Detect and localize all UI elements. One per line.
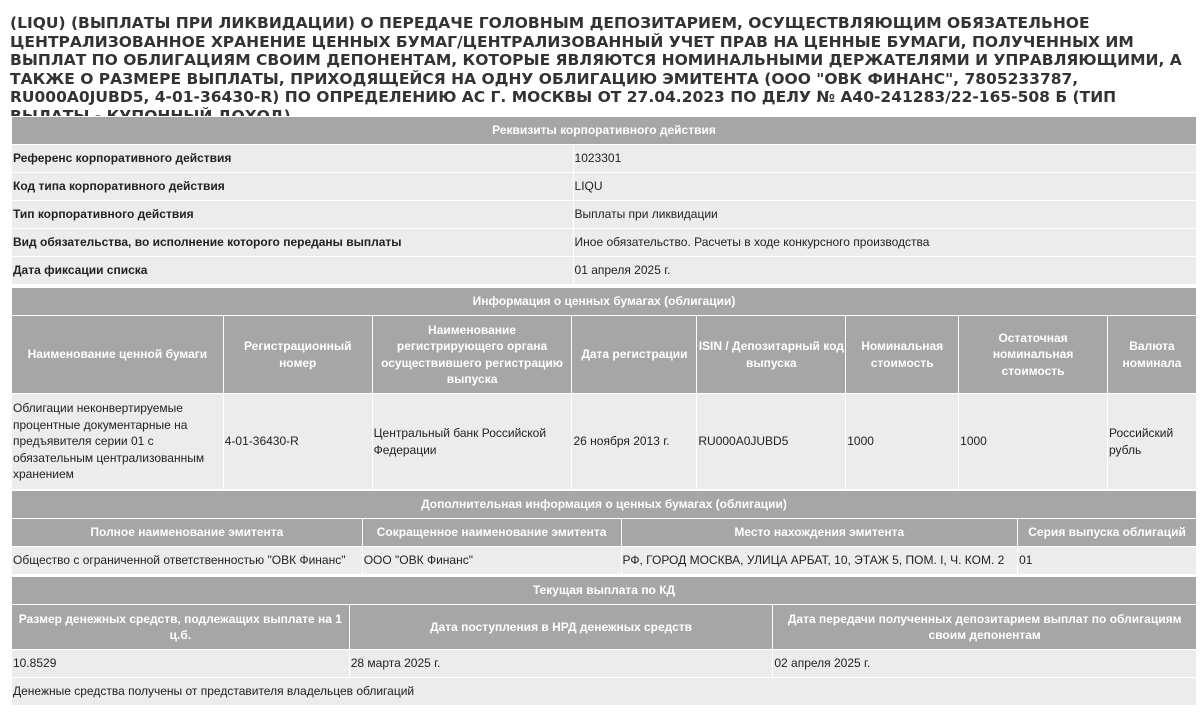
section-header-payment: Текущая выплата по КД (12, 577, 1197, 605)
column-header: Наименование ценной бумаги (12, 316, 224, 394)
table-row (12, 145, 1197, 173)
security-name-cell: Облигации неконвертируемые процентные документарные на предъявителя серии 01 с обязательным централизованным хранением (12, 394, 224, 490)
payment-amount-cell: 10.8529 (12, 650, 350, 678)
registration-date-cell: 26 ноября 2013 г. (572, 394, 697, 490)
detail-label: Вид обязательства, во исполнение которого переданы выплаты (12, 229, 574, 257)
column-header: Серия выпуска облигаций (1018, 519, 1197, 547)
table-row (12, 547, 1197, 575)
table-row (12, 257, 1197, 285)
column-header: Наименование регистрирующего органа осуществившего регистрацию выпуска (372, 316, 572, 394)
issuer-short-name-cell: ООО "ОВК Финанс" (362, 547, 621, 575)
table-row (12, 201, 1197, 229)
transfer-date-cell: 02 апреля 2025 г. (773, 650, 1197, 678)
page-title: (LIQU) (ВЫПЛАТЫ ПРИ ЛИКВИДАЦИИ) О ПЕРЕДАЧЕ ГОЛОВНЫМ ДЕПОЗИТАРИЕМ, ОСУЩЕСТВЛЯЮЩИМ ОБЯЗАТЕЛЬНОЕ ЦЕНТРАЛИЗОВАННОЕ ХРАНЕНИЕ ЦЕННЫХ БУМАГ/ЦЕНТРАЛИЗОВАННЫЙ УЧЕТ ПРАВ НА ЦЕННЫЕ БУМАГИ, ПОЛУЧЕННЫХ ИМ ВЫПЛАТ ПО ОБЛИГАЦИЯМ СВОИМ ДЕПОНЕНТАМ, КОТОРЫЕ ЯВЛЯЮТСЯ НОМИНАЛЬНЫМИ ДЕРЖАТЕЛЯМИ И УПРАВЛЯЮЩИМИ, А ТАКЖЕ О РАЗМЕРЕ ВЫПЛАТЫ, ПРИХОДЯЩЕЙСЯ НА ОДНУ ОБЛИГАЦИЮ ЭМИТЕНТА (ООО "ОВК ФИНАНС", 7805233787, RU000A0JUBD5, 4-01-36430-R) ПО ОПРЕДЕЛЕНИЮ АС Г. МОСКВЫ ОТ 27.04.2023 ПО ДЕЛУ № А40-241283/22-165-508 Б (ТИП (10, 14, 1182, 107)
column-header: Сокращенное наименование эмитента (362, 519, 621, 547)
column-header: Дата регистрации (572, 316, 697, 394)
column-header: ISIN / Депозитарный код выпуска (697, 316, 846, 394)
section-header-securities: Информация о ценных бумагах (облигации) (12, 288, 1197, 316)
detail-label: Код типа корпоративного действия (12, 173, 574, 201)
table-row (12, 173, 1197, 201)
detail-value: Выплаты при ликвидации (573, 201, 1196, 229)
detail-value: 1023301 (573, 145, 1196, 173)
registrar-cell: Центральный банк Российской Федерации (372, 394, 572, 490)
securities-info-table (11, 287, 1197, 490)
column-header: Полное наименование эмитента (12, 519, 363, 547)
column-header: Размер денежных средств, подлежащих выплате на 1 ц.б. (12, 605, 350, 650)
registration-number-cell: 4-01-36430-R (223, 394, 372, 490)
residual-nominal-cell: 1000 (959, 394, 1108, 490)
column-header: Дата передачи полученных депозитарием выплат по облигациям своим депонентам (773, 605, 1197, 650)
column-header: Остаточная номинальная стоимость (959, 316, 1108, 394)
column-header: Номинальная стоимость (846, 316, 959, 394)
section-header-additional: Дополнительная информация о ценных бумагах (облигации) (12, 491, 1197, 519)
column-header: Дата поступления в НРД денежных средств (349, 605, 773, 650)
table-row (12, 678, 1197, 706)
section-header-details: Реквизиты корпоративного действия (12, 117, 1197, 145)
detail-label: Референс корпоративного действия (12, 145, 574, 173)
payment-note: Денежные средства получены от представителя владельцев облигаций (12, 678, 1197, 706)
detail-value: LIQU (573, 173, 1196, 201)
detail-value: 01 апреля 2025 г. (573, 257, 1196, 285)
bond-series-cell: 01 (1018, 547, 1197, 575)
table-row (12, 650, 1197, 678)
column-header: Регистрационный номер (223, 316, 372, 394)
detail-label: Дата фиксации списка (12, 257, 574, 285)
nominal-value-cell: 1000 (846, 394, 959, 490)
isin-cell: RU000A0JUBD5 (697, 394, 846, 490)
funds-receipt-date-cell: 28 марта 2025 г. (349, 650, 773, 678)
column-header: Валюта номинала (1108, 316, 1197, 394)
current-payment-table (11, 576, 1197, 706)
issuer-full-name-cell: Общество с ограниченной ответственностью "ОВК Финанс" (12, 547, 363, 575)
table-row (12, 229, 1197, 257)
detail-label: Тип корпоративного действия (12, 201, 574, 229)
column-header: Место нахождения эмитента (621, 519, 1018, 547)
detail-value: Иное обязательство. Расчеты в ходе конкурсного производства (573, 229, 1196, 257)
additional-info-table (11, 490, 1197, 575)
currency-cell: Российский рубль (1108, 394, 1197, 490)
table-row (12, 394, 1197, 490)
issuer-location-cell: РФ, ГОРОД МОСКВА, УЛИЦА АРБАТ, 10, ЭТАЖ 5, ПОМ. I, Ч. КОМ. 2 (621, 547, 1018, 575)
corporate-action-details-table (11, 116, 1197, 285)
